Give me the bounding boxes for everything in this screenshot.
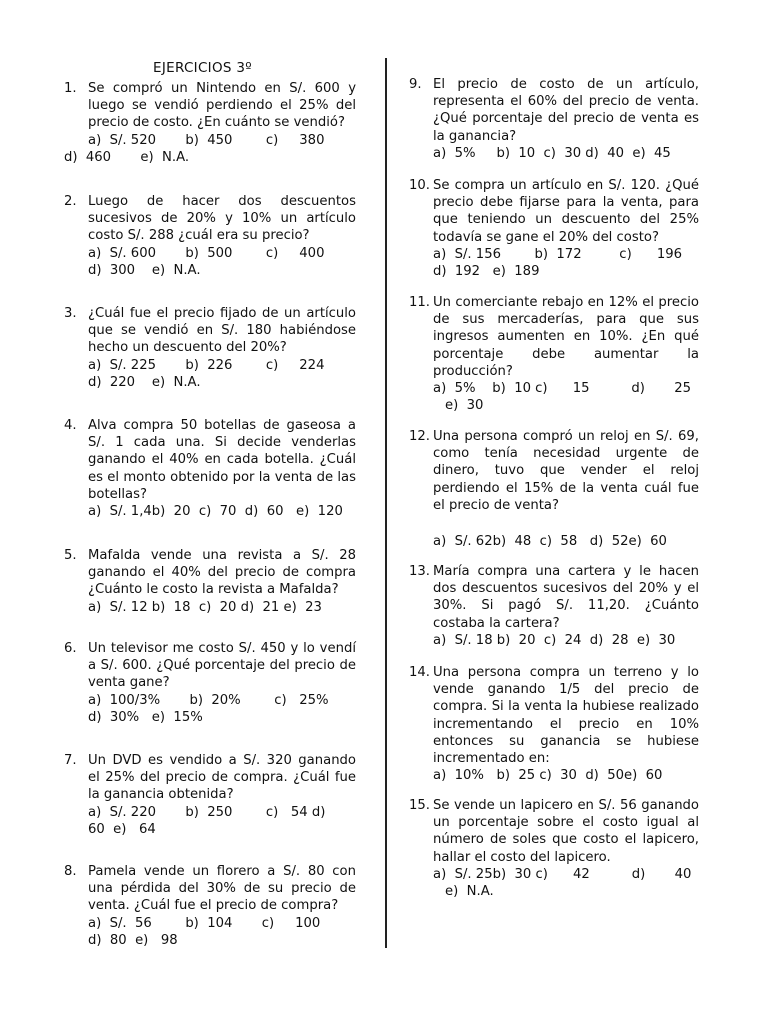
exercise-options: d) 300 e) N.A. — [88, 262, 201, 278]
exercise-number: 3. — [64, 306, 77, 321]
exercise-2 — [64, 193, 356, 279]
exercise-6 — [64, 640, 356, 726]
exercise-options: d) 460 e) N.A. — [64, 149, 190, 165]
column-divider — [385, 58, 387, 948]
exercise-12 — [409, 428, 699, 550]
exercise-number: 10. — [409, 178, 430, 193]
exercise-options: a) S/. 62b) 48 c) 58 d) 52e) 60 — [433, 534, 667, 550]
exercise-options: d) 220 e) N.A. — [88, 374, 201, 390]
exercise-statement: Se compró un Nintendo en S/. 600 y luego se vendió perdiendo el 25% del precio de costo. ¿En cuánto se vendió? — [88, 81, 356, 131]
exercise-statement: Una persona compra un terreno y lo vende ganando 1/5 del precio de compra. Si la venta la hubiese realizado incrementando el precio en 10% entonces su ganancia se hubiese incrementado en: — [433, 665, 699, 767]
exercise-options: d) 80 e) 98 — [88, 932, 178, 948]
exercise-number: 5. — [64, 548, 77, 563]
exercise-14 — [409, 664, 699, 784]
exercise-options: a) 10% b) 25 c) 30 d) 50e) 60 — [433, 768, 663, 784]
exercise-statement: Un comerciante rebajo en 12% el precio de sus mercaderías, para que sus ingresos aumenten en 10%. ¿En qué porcentaje debe aumentar la producción? — [433, 295, 699, 379]
exercise-number: 13. — [409, 564, 430, 579]
exercise-5 — [64, 547, 356, 616]
exercise-options: a) 100/3% b) 20% c) 25% — [88, 692, 329, 708]
exercise-number: 6. — [64, 641, 77, 656]
exercise-number: 9. — [409, 77, 422, 92]
exercise-number: 7. — [64, 753, 77, 768]
exercise-options: a) S/. 156 b) 172 c) 196 — [433, 246, 683, 262]
exercise-statement: Alva compra 50 botellas de gaseosa a S/. 1 cada una. Si decide venderlas ganando el 40% en cada botella. ¿Cuál es el monto obtenido por la venta de las botellas? — [88, 418, 356, 502]
exercise-number: 8. — [64, 864, 77, 879]
exercise-number: 12. — [409, 429, 430, 444]
exercise-statement: Pamela vende un florero a S/. 80 con una pérdida del 30% de su precio de venta. ¿Cuál fue el precio de compra? — [88, 864, 356, 914]
exercise-options: a) S/. 25b) 30 c) 42 d) 40 — [433, 866, 692, 882]
exercise-options: a) 5% b) 10 c) 30 d) 40 e) 45 — [433, 145, 671, 161]
exercise-1 — [64, 80, 356, 166]
exercise-10 — [409, 177, 699, 280]
exercise-options: 60 e) 64 — [88, 821, 156, 837]
exercise-number: 2. — [64, 194, 77, 209]
exercise-number: 1. — [64, 81, 77, 96]
page-title: EJERCICIOS 3º — [153, 60, 252, 76]
exercise-options: e) N.A. — [445, 884, 494, 900]
exercise-statement: El precio de costo de un artículo, representa el 60% del precio de venta. ¿Qué porcentaje del precio de venta es la ganancia? — [433, 77, 699, 144]
exercise-options: a) 5% b) 10 c) 15 d) 25 — [433, 381, 692, 397]
exercise-options: a) S/. 220 b) 250 c) 54 d) — [88, 804, 326, 820]
exercise-statement: Un televisor me costo S/. 450 y lo vendí a S/. 600. ¿Qué porcentaje del precio de venta gane? — [88, 641, 356, 691]
exercise-options: a) S/. 18 b) 20 c) 24 d) 28 e) 30 — [433, 632, 676, 648]
exercise-options: d) 30% e) 15% — [88, 709, 203, 725]
exercise-11 — [409, 294, 699, 414]
exercise-number: 4. — [64, 418, 77, 433]
exercise-number: 14. — [409, 665, 430, 680]
exercise-options: a) S/. 600 b) 500 c) 400 — [88, 245, 325, 261]
exercise-13 — [409, 563, 699, 649]
exercise-options: a) S/. 1,4b) 20 c) 70 d) 60 e) 120 — [88, 504, 343, 520]
exercise-options: e) 30 — [445, 398, 484, 414]
exercise-number: 15. — [409, 798, 430, 813]
exercise-8 — [64, 863, 356, 949]
exercise-4 — [64, 417, 356, 520]
exercise-options: a) S/. 520 b) 450 c) 380 — [88, 132, 325, 148]
exercise-7 — [64, 752, 356, 838]
exercise-options: a) S/. 12 b) 18 c) 20 d) 21 e) 23 — [88, 599, 322, 615]
exercise-statement: Un DVD es vendido a S/. 320 ganando el 25% del precio de compra. ¿Cuál fue la ganancia obtenida? — [88, 753, 356, 803]
exercise-options: d) 192 e) 189 — [433, 264, 540, 280]
exercise-statement: ¿Cuál fue el precio fijado de un artículo que se vendió en S/. 180 habiéndose hecho un descuento del 20%? — [88, 306, 356, 356]
exercise-statement: Se compra un artículo en S/. 120. ¿Qué precio debe fijarse para la venta, para que teniendo un descuento del 25% todavía se gane el 20% del costo? — [433, 178, 699, 245]
exercise-statement: María compra una cartera y le hacen dos descuentos sucesivos del 20% y el 30%. Si pagó S/. 11,20. ¿Cuánto costaba la cartera? — [433, 564, 699, 631]
exercise-options: a) S/. 56 b) 104 c) 100 — [88, 915, 321, 931]
exercise-statement: Luego de hacer dos descuentos sucesivos de 20% y 10% un artículo costo S/. 288 ¿cuál era su precio? — [88, 194, 356, 244]
exercise-statement: Se vende un lapicero en S/. 56 ganando un porcentaje sobre el costo igual al número de soles que costo el lapicero, hallar el costo del lapicero. — [433, 798, 699, 865]
exercise-statement: Una persona compró un reloj en S/. 69, como tenía necesidad urgente de dinero, tuvo que vender el reloj perdiendo el 15% de la venta cuál fue el precio de venta? — [433, 429, 699, 513]
exercise-options: a) S/. 225 b) 226 c) 224 — [88, 357, 325, 373]
exercise-15 — [409, 797, 699, 900]
exercise-statement: Mafalda vende una revista a S/. 28 ganando el 40% del precio de compra ¿Cuánto le costo la revista a Mafalda? — [88, 548, 356, 598]
exercise-3 — [64, 305, 356, 391]
exercise-number: 11. — [409, 295, 430, 310]
exercise-9 — [409, 76, 699, 162]
